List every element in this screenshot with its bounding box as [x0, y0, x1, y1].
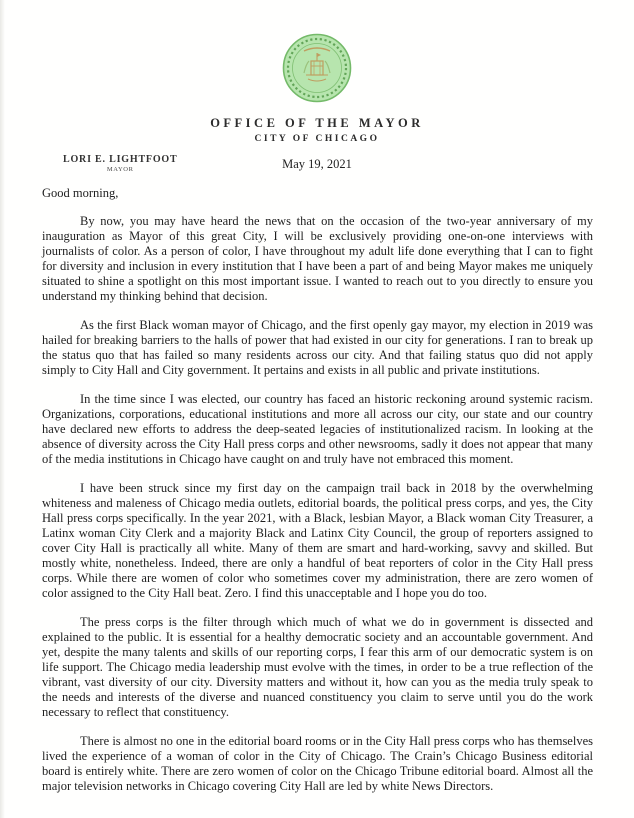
sender-block: [63, 154, 177, 174]
letter-body: [42, 186, 593, 794]
office-title: OFFICE OF THE MAYOR: [210, 116, 424, 130]
paragraph-2: As the first Black woman mayor of Chicago, and the first openly gay mayor, my election in 2019 was hailed for breaking barriers to the halls of power that had existed in our city for generations. I ran to break up the status quo that has failed so many residents across our city. And that failing status quo did not apply simply to City Hall and City government. It pertains and exists in all public and private institutions.: [42, 318, 593, 377]
city-of-chicago-seal-icon: [282, 33, 352, 103]
salutation: Good morning,: [42, 186, 119, 200]
paragraph-6: There is almost no one in the editorial board rooms or in the City Hall press corps who has themselves lived the experience of a woman of color in the City of Chicago. The Crain’s Chicago Business editorial board is entirely white. There are zero women of color on the Chicago Tribune editorial board. Almost all the major television networks in Chicago covering City Hall are led by white News Directors.: [42, 734, 593, 793]
sender-title: MAYOR: [106, 166, 134, 173]
paragraph-5: The press corps is the filter through which much of what we do in government is dissected and explained to the public. It is essential for a healthy democratic society and an accountable government. And yet, despite the many talents and skills of our reporting corps, I fear this arm of our democratic system is on life support. The Chicago media leadership must evolve with the times, in order to be a true reflection of the vibrant, vast diversity of our city. Diversity matters and without it, how can you as the media truly speak to the needs and interests of the diverse and nuanced constituency you claim to serve until you do the work necessary to reflect that constituency.: [42, 615, 593, 719]
city-subtitle: CITY OF CHICAGO: [254, 134, 380, 144]
paragraph-3: In the time since I was elected, our country has faced an historic reckoning around systemic racism. Organizations, corporations, educational institutions and more all across our city, our state and our country have declared new efforts to address the deep-seated legacies of institutionalized racism. In looking at the absence of diversity across the City Hall press corps and other newsrooms, sadly it does not appear that many of the media institutions in Chicago have caught on and truly have not embraced this moment.: [42, 392, 593, 466]
paragraph-4: I have been struck since my first day on the campaign trail back in 2018 by the overwhelming whiteness and maleness of Chicago media outlets, editorial boards, the political press corps, and yes, the City Hall press corps specifically. In the year 2021, with a Black, lesbian Mayor, a Black woman City Treasurer, a Latinx woman City Clerk and a majority Black and Latinx City Council, the group of reporters assigned to cover City Hall is practically all white. Many of them are smart and hard-working, savvy and skilled. But mostly white, nonetheless. Indeed, there are only a handful of beat reporters of color in the City Hall press corps. While there are women of color who sometimes cover my administration, there are zero women of color assigned to the City Hall beat. Zero. I find this unacceptable and I hope you do too.: [42, 481, 593, 600]
paragraph-1: By now, you may have heard the news that on the occasion of the two-year anniversary of my inauguration as Mayor of this great City, I will be exclusively providing one-on-one interviews with journalists of color. As a person of color, I have throughout my adult life done everything that I can to fight for diversity and inclusion in every institution that I have been a part of and being Mayor makes me uniquely situated to shine a spotlight on this most important issue. I wanted to reach out to you directly to ensure you understand my thinking behind that decision.: [42, 214, 593, 303]
letter-date: May 19, 2021: [282, 157, 352, 171]
sender-name: LORI E. LIGHTFOOT: [63, 154, 178, 165]
